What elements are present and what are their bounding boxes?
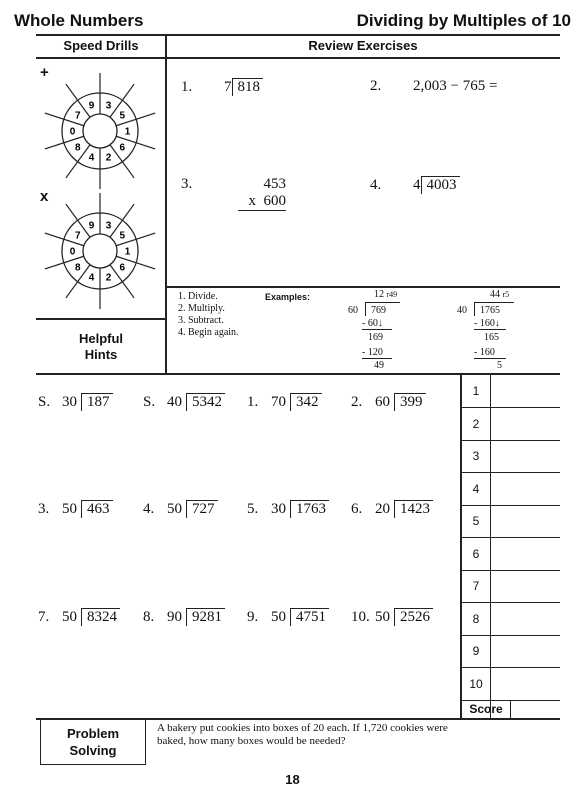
times-symbol: x xyxy=(40,188,49,205)
problem-divisor: 30 xyxy=(271,501,286,517)
problem-dividend: 1763 xyxy=(290,500,329,518)
wheel-number: 9 xyxy=(88,220,95,232)
problem-divisor: 20 xyxy=(375,501,390,517)
review-dividend: 4003 xyxy=(421,176,460,194)
score-label-divider xyxy=(510,700,511,719)
score-input-cell[interactable] xyxy=(492,411,558,438)
ps-title-line: Problem xyxy=(66,726,119,741)
problem-divisor: 90 xyxy=(167,609,182,625)
problem-dividend: 8324 xyxy=(81,608,120,626)
review-divisor: 4 xyxy=(413,177,421,193)
score-input-cell[interactable] xyxy=(492,606,558,633)
speed-drills-title: Speed Drills xyxy=(63,38,139,53)
wheel-inner-ring xyxy=(83,114,117,148)
page-number: 18 xyxy=(285,772,300,787)
wheel-number: 6 xyxy=(119,262,126,274)
score-row-rule xyxy=(460,602,560,603)
score-row-number: 9 xyxy=(472,644,480,658)
example-1-sub1: - 60↓ xyxy=(362,318,392,330)
wheel-number: 7 xyxy=(74,110,81,122)
wheel-inner-ring xyxy=(83,234,117,268)
division-problem xyxy=(351,608,433,626)
wheel-number: 5 xyxy=(119,110,126,122)
addition-wheel xyxy=(45,73,155,189)
wheel-number: 2 xyxy=(105,152,112,164)
problem-number: 5. xyxy=(247,501,259,517)
problem-number: 3. xyxy=(38,501,50,517)
header-rule xyxy=(36,34,560,36)
hint-step: 1. Divide. xyxy=(178,291,218,302)
page-title-right: Dividing by Multiples of 10 xyxy=(356,11,571,30)
example-2-divisor: 40 xyxy=(457,305,467,316)
problem-dividend: 4751 xyxy=(290,608,329,626)
hints-title-line: Helpful xyxy=(78,331,124,346)
division-problem xyxy=(143,500,218,518)
problem-dividend: 5342 xyxy=(186,393,225,411)
hints-left-rule xyxy=(36,318,166,320)
problem-dividend: 463 xyxy=(81,500,113,518)
review-problem-3 xyxy=(181,176,192,193)
score-row-rule xyxy=(460,407,560,408)
hint-step: 2. Multiply. xyxy=(178,303,225,314)
score-row-rule xyxy=(460,570,560,571)
review-expression: 2,003 − 765 = xyxy=(413,78,498,94)
problem-dividend: 187 xyxy=(81,393,113,411)
review-number: 3. xyxy=(181,176,193,192)
division-problem xyxy=(247,500,329,518)
wheel-number: 3 xyxy=(105,220,112,232)
ps-title-line: Solving xyxy=(69,743,117,758)
problem-number: 10. xyxy=(351,609,370,625)
score-row-number: 6 xyxy=(472,546,480,561)
score-input-cell[interactable] xyxy=(492,476,558,503)
example-1-sub2: - 120 xyxy=(362,347,392,359)
example-remainder: r5 xyxy=(502,290,510,299)
division-problem xyxy=(143,608,225,626)
example-2-sub2: - 160 xyxy=(474,347,506,359)
page-title-left: Whole Numbers xyxy=(14,11,144,30)
score-row-number: 3 xyxy=(472,449,480,463)
problem-number: 7. xyxy=(38,609,50,625)
review-problem-4 xyxy=(370,176,460,194)
score-row-number: 1 xyxy=(472,384,480,398)
examples-label: Examples: xyxy=(265,292,311,302)
example-1-rem2: 49 xyxy=(374,360,384,371)
problem-number: 9. xyxy=(247,609,259,625)
review-number: 2. xyxy=(370,78,382,94)
division-problem xyxy=(38,500,113,518)
score-row-rule xyxy=(460,667,560,668)
problem-dividend: 2526 xyxy=(394,608,433,626)
score-input-cell[interactable] xyxy=(492,378,558,405)
division-problem xyxy=(247,393,322,411)
example-2-dividend: 1765 xyxy=(474,302,514,316)
score-row-rule xyxy=(460,472,560,473)
example-quotient: 44 xyxy=(490,289,500,300)
score-input-cell[interactable] xyxy=(492,541,558,568)
helpful-hints-title xyxy=(36,331,166,363)
score-row-rule xyxy=(460,505,560,506)
problem-number: 2. xyxy=(351,394,363,410)
review-number: 4. xyxy=(370,177,382,193)
score-row-rule xyxy=(460,440,560,441)
score-input-cell[interactable] xyxy=(492,508,558,535)
wheel-number: 1 xyxy=(124,126,131,138)
example-1-quotient xyxy=(374,289,397,300)
problem-number: 1. xyxy=(247,394,259,410)
example-2-sub1: - 160↓ xyxy=(474,318,506,330)
score-row-rule xyxy=(460,635,560,636)
problem-divisor: 60 xyxy=(375,394,390,410)
review-problem-2 xyxy=(370,78,497,95)
problem-solving-title xyxy=(40,725,146,759)
example-2-rem2: 5 xyxy=(497,360,502,371)
problem-dividend: 399 xyxy=(394,393,426,411)
problem-number: 8. xyxy=(143,609,155,625)
example-1-divisor: 60 xyxy=(348,305,358,316)
problem-divisor: 50 xyxy=(62,609,77,625)
wheel-number: 4 xyxy=(88,152,95,164)
hints-steps xyxy=(178,291,239,339)
problem-divisor: 50 xyxy=(375,609,390,625)
score-row-number: 2 xyxy=(472,416,480,431)
score-row-number: 8 xyxy=(472,611,480,626)
review-multiplier: x 600 xyxy=(238,193,286,211)
problem-dividend: 342 xyxy=(290,393,322,411)
problem-dividend: 1423 xyxy=(394,500,433,518)
plus-symbol: + xyxy=(40,64,49,81)
review-multiplicand: 453 xyxy=(263,176,286,192)
problem-dividend: 727 xyxy=(186,500,218,518)
score-row-number: 7 xyxy=(472,579,480,593)
speed-drill-wheels xyxy=(36,66,166,316)
problem-number: 4. xyxy=(143,501,155,517)
example-remainder: r49 xyxy=(386,290,398,299)
hint-step: 3. Subtract. xyxy=(178,315,224,326)
hints-bottom-rule xyxy=(36,373,560,375)
wheel-number: 4 xyxy=(88,272,95,284)
problem-solving-text: A bakery put cookies into boxes of 20 each. If 1,720 cookies were baked, how many boxes would be needed? xyxy=(157,722,448,747)
problem-number: S. xyxy=(38,394,51,410)
wheel-number: 2 xyxy=(105,272,112,284)
division-problem xyxy=(351,393,426,411)
review-exercises-title: Review Exercises xyxy=(308,38,418,53)
wheel-number: 0 xyxy=(69,126,76,138)
wheel-number: 8 xyxy=(74,142,81,154)
review-divisor: 7 xyxy=(224,79,232,95)
review-problem-1 xyxy=(181,78,263,96)
wheel-number: 5 xyxy=(119,230,126,242)
division-problem xyxy=(38,608,120,626)
score-input-cell[interactable] xyxy=(492,671,558,698)
division-problem xyxy=(351,500,433,518)
review-dividend: 818 xyxy=(232,78,264,96)
score-row-number: 10 xyxy=(469,676,483,691)
example-quotient: 12 xyxy=(374,289,384,300)
problem-divisor: 30 xyxy=(62,394,77,410)
score-input-cell[interactable] xyxy=(492,573,558,600)
wheel-number: 9 xyxy=(88,100,95,112)
score-input-cell[interactable] xyxy=(492,443,558,470)
example-2-quotient xyxy=(490,289,509,300)
example-1-dividend: 769 xyxy=(365,302,400,316)
score-input-cell[interactable] xyxy=(492,638,558,665)
division-problem xyxy=(143,393,225,411)
multiplication-wheel xyxy=(45,193,155,309)
review-number: 1. xyxy=(181,79,193,95)
problem-divisor: 50 xyxy=(167,501,182,517)
wheel-number: 3 xyxy=(105,100,112,112)
problem-number: 6. xyxy=(351,501,363,517)
wheel-number: 8 xyxy=(74,262,81,274)
division-problem xyxy=(38,393,113,411)
example-1-rem1: 169 xyxy=(368,332,383,343)
hints-top-rule xyxy=(166,286,560,288)
problem-divisor: 50 xyxy=(271,609,286,625)
score-row-rule xyxy=(460,537,560,538)
problem-divisor: 70 xyxy=(271,394,286,410)
wheel-number: 6 xyxy=(119,142,126,154)
wheel-number: 7 xyxy=(74,230,81,242)
division-problem xyxy=(247,608,329,626)
wheel-number: 1 xyxy=(124,246,131,258)
section-header-rule xyxy=(36,57,560,59)
hint-step: 4. Begin again. xyxy=(178,327,239,338)
problem-divisor: 40 xyxy=(167,394,182,410)
problem-divisor: 50 xyxy=(62,501,77,517)
problem-dividend: 9281 xyxy=(186,608,225,626)
score-row-number: 4 xyxy=(472,481,480,496)
example-2-rem1: 165 xyxy=(484,332,499,343)
wheel-number: 0 xyxy=(69,246,76,258)
hints-title-line: Hints xyxy=(84,347,118,362)
score-label: Score xyxy=(469,702,503,716)
problem-number: S. xyxy=(143,394,156,410)
score-row-number: 5 xyxy=(472,514,480,528)
